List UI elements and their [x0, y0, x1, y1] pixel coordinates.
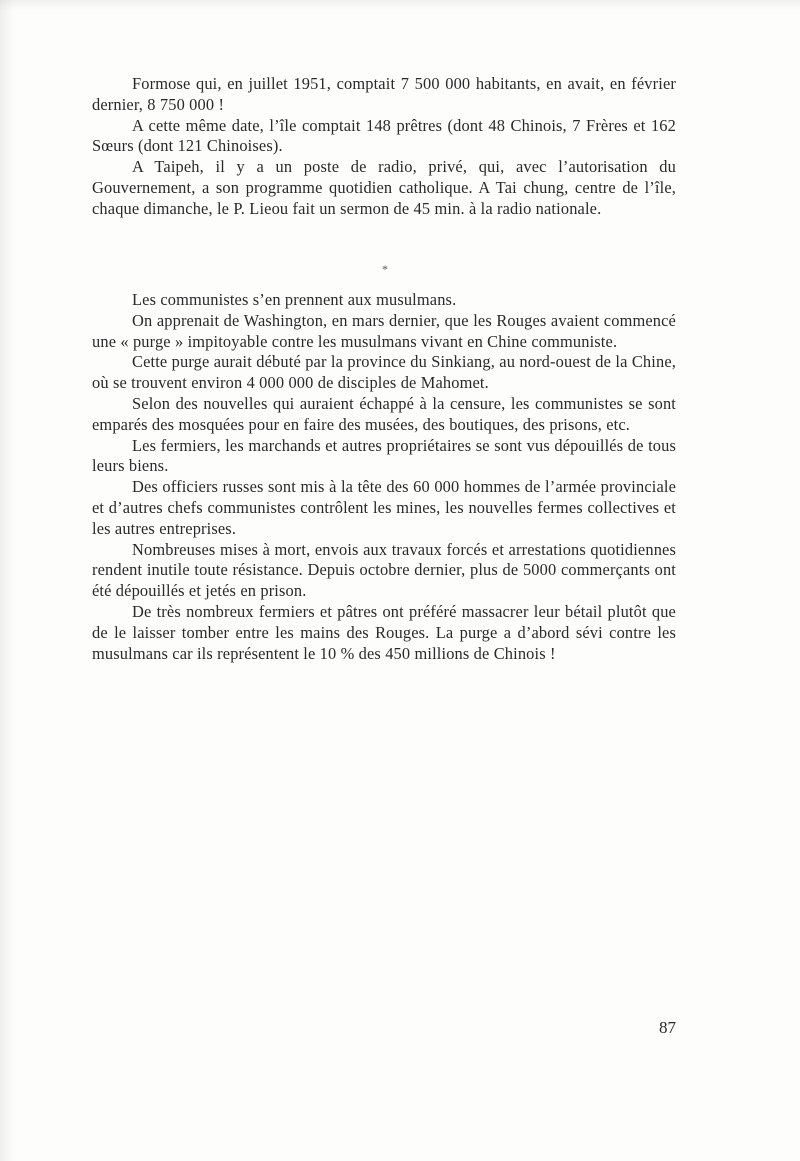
paragraph-formose-clergy: A cette même date, l’île comptait 148 prêtres (dont 48 Chinois, 7 Frères et 162 Sœurs (dont 121 Chinoises). [92, 115, 676, 156]
page-top-shadow [0, 0, 800, 10]
paragraph-mises-a-mort: Nombreuses mises à mort, envois aux travaux forcés et arrestations quotidiennes rendent inutile toute résistance. Depuis octobre dernier, plus de 5000 commerçants ont été dépouillés et jetés en prison. [92, 539, 676, 601]
paragraph-mosquees: Selon des nouvelles qui auraient échappé à la censure, les communistes se sont emparés des mosquées pour en faire des musées, des boutiques, des prisons, etc. [92, 393, 676, 434]
section-separator: * [382, 262, 388, 276]
page-number: 87 [659, 1018, 676, 1037]
paragraph-betail: De très nombreux fermiers et pâtres ont préféré massacrer leur bétail plutôt que de le laisser tomber entre les mains des Rouges. La purge a d’abord sévi contre les musulmans car ils représentent le 10 % des 450 millions de Chinois ! [92, 601, 676, 663]
paragraph-formose-population: Formose qui, en juillet 1951, comptait 7 500 000 habitants, en avait, en février dernier, 8 750 000 ! [92, 74, 676, 114]
page-edge-shadow [0, 0, 14, 1161]
section-musulmans [92, 290, 676, 664]
paragraph-sinkiang: Cette purge aurait débuté par la province du Sinkiang, au nord-ouest de la Chine, où se trouvent environ 4 000 000 de disciples de Mahomet. [92, 352, 676, 393]
paragraph-washington: On apprenait de Washington, en mars dernier, que les Rouges avaient commencé une « purge » impitoyable contre les musulmans vivant en Chine communiste. [92, 310, 676, 351]
section-formose [92, 74, 676, 220]
paragraph-fermiers: Les fermiers, les marchands et autres propriétaires se sont vus dépouillés de tous leurs biens. [92, 435, 676, 476]
paragraph-officiers: Des officiers russes sont mis à la tête des 60 000 hommes de l’armée provinciale et d’autres chefs communistes contrôlent les mines, les nouvelles fermes collectives et les autres entreprises. [92, 477, 676, 538]
paragraph-formose-radio: A Taipeh, il y a un poste de radio, privé, qui, avec l’autorisation du Gouvernement, a son programme quotidien catholique. A Tai chung, centre de l’île, chaque dimanche, le P. Lieou fait un sermon de 45 min. à la radio nationale. [92, 157, 676, 218]
paragraph-heading-musulmans: Les communistes s’en prennent aux musulmans. [132, 290, 457, 309]
